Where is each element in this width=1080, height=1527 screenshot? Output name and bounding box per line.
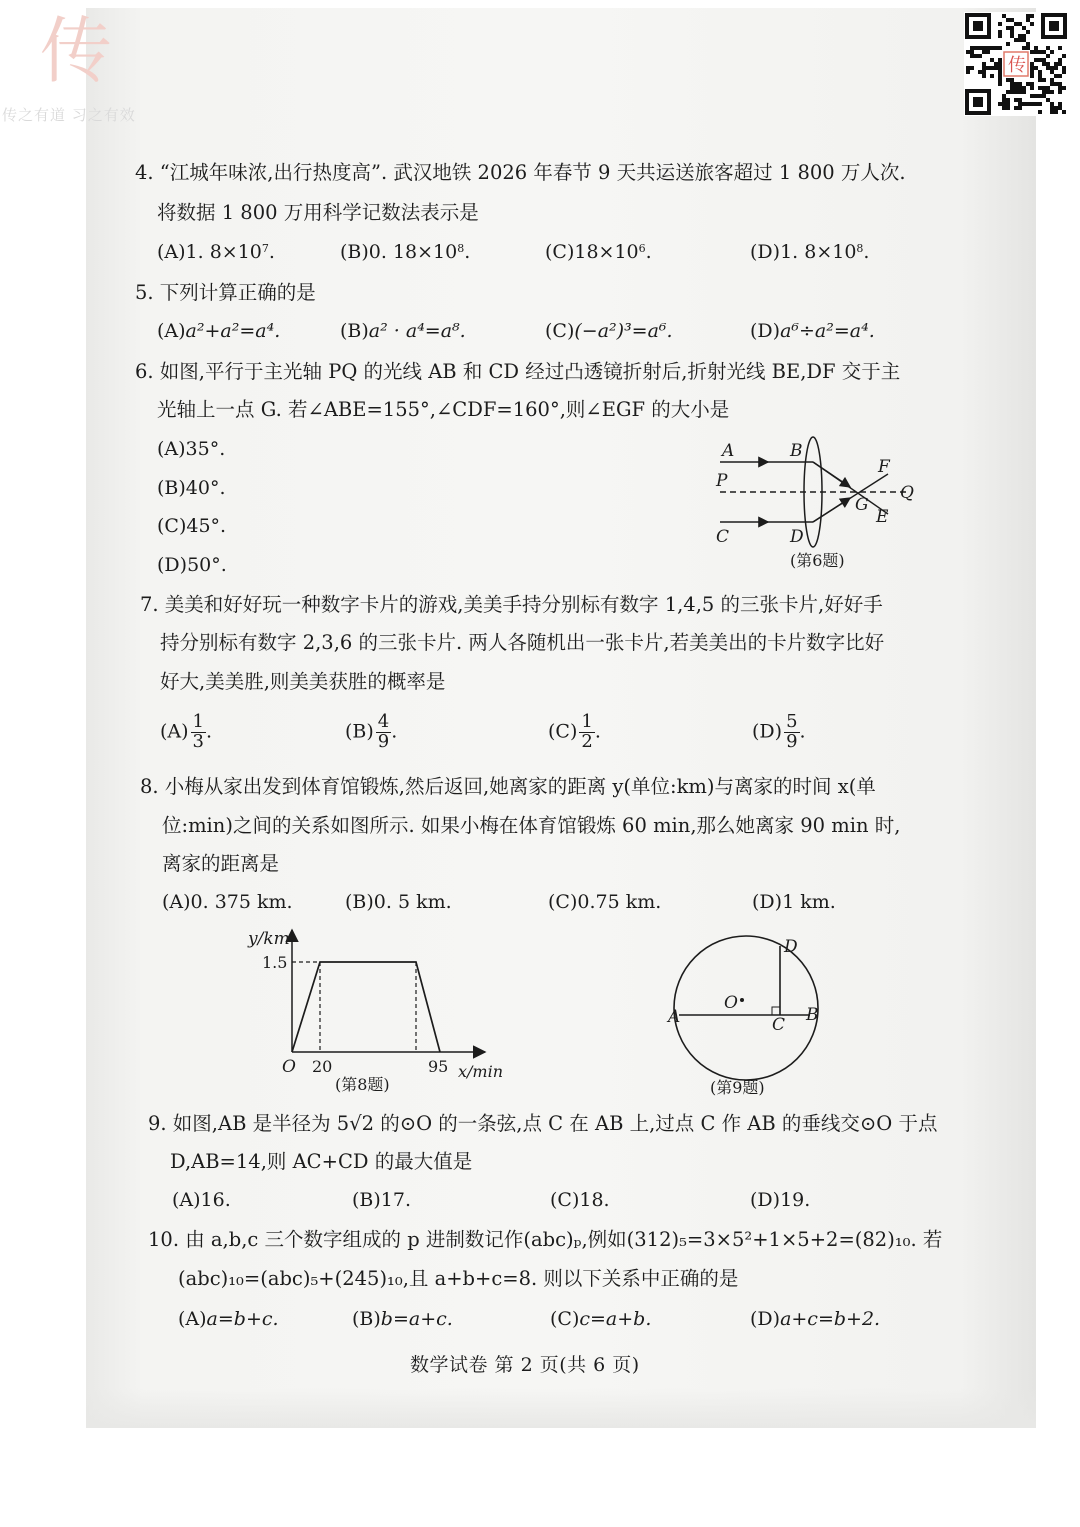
q9-option-c[interactable]: (C)18. [550, 1189, 610, 1211]
qr-code[interactable] [964, 12, 1068, 116]
watermark-glyph: 传 [40, 9, 113, 88]
q6-option-a[interactable]: (A)35°. [157, 438, 226, 460]
q10-option-d[interactable]: (D)a+c=b+2. [750, 1308, 881, 1330]
q9-option-a[interactable]: (A)16. [172, 1189, 231, 1211]
distance-curve [292, 962, 440, 1052]
q8-option-b[interactable]: (B)0. 5 km. [345, 891, 452, 913]
label-c: C [716, 527, 730, 547]
q4-option-b[interactable]: (B)0. $18\times 10^8$. [340, 241, 471, 263]
q5-option-b[interactable]: (B)a² · a⁴=a⁸. [340, 320, 466, 342]
label-o: O [724, 993, 738, 1013]
q9-circle-figure [660, 930, 860, 1102]
q7-option-a[interactable]: (A) $\frac{1}{3}$ . [160, 711, 213, 752]
label-a: A [722, 441, 735, 461]
q10-option-b[interactable]: (B)b=a+c. [352, 1308, 453, 1330]
q8-option-c[interactable]: (C)0.75 km. [548, 891, 662, 913]
q4-stem-line2: 将数据 1 800 万用科学记数法表示是 [157, 201, 479, 224]
q10-option-a[interactable]: (A)a=b+c. [178, 1308, 279, 1330]
label-b: B [806, 1005, 819, 1025]
q10-stem-line1: 10. 由 a,b,c 三个数字组成的 p 进制数记作(abc)ₚ,例如(312)₅=3×5²+1×5+2=(82)₁₀. 若 [148, 1228, 943, 1251]
origin-label: O [282, 1057, 296, 1077]
watermark-slogan: 传之有道 习之有效 [2, 106, 136, 124]
q6-lens-figure [700, 432, 930, 577]
q4-option-a[interactable]: (A)1. $8\times 10^7$. [157, 241, 275, 263]
q6-option-c[interactable]: (C)45°. [157, 515, 227, 537]
q8-option-d[interactable]: (D)1 km. [752, 891, 836, 913]
q4-option-d[interactable]: (D)1. $8\times 10^8$. [750, 241, 870, 263]
watermark-logo [40, 8, 130, 88]
q4-stem-line1: 4. “江城年味浓,出行热度高”. 武汉地铁 2026 年春节 9 天共运送旅客超过 1 800 万人次. [135, 161, 906, 184]
label-p: P [716, 471, 728, 491]
q6-option-b[interactable]: (B)40°. [157, 477, 226, 499]
q7-option-b[interactable]: (B) $\frac{4}{9}$ . [345, 711, 398, 752]
q9-stem-line1: 9. 如图,AB 是半径为 5√2 的⊙O 的一条弦,点 C 在 AB 上,过点 C 作 AB 的垂线交⊙O 于点 [148, 1112, 938, 1135]
label-q: Q [900, 483, 914, 503]
q8-option-a[interactable]: (A)0. 375 km. [162, 891, 293, 913]
q8-caption: (第8题) [335, 1075, 390, 1094]
y-tick-1-5: 1.5 [262, 953, 288, 972]
label-d: D [784, 937, 798, 957]
q9-caption: (第9题) [710, 1078, 765, 1097]
q5-option-c[interactable]: (C)(−a²)³=a⁶. [545, 320, 673, 342]
x-tick-95: 95 [428, 1057, 449, 1076]
label-e: E [876, 507, 889, 527]
q5-stem: 5. 下列计算正确的是 [135, 281, 316, 304]
qr-logo-glyph: 传 [1008, 55, 1026, 76]
q6-option-d[interactable]: (D)50°. [157, 554, 227, 576]
q8-stem-line2: 位:min)之间的关系如图所示. 如果小梅在体育馆锻炼 60 min,那么她离家 90 min 时, [162, 814, 901, 837]
q10-stem-line2: (abc)₁₀=(abc)₅+(245)₁₀,且 a+b+c=8. 则以下关系中正确的是 [178, 1267, 739, 1290]
label-a: A [668, 1007, 681, 1027]
q6-caption: (第6题) [790, 551, 845, 570]
q7-option-d[interactable]: (D) $\frac{5}{9}$ . [752, 711, 806, 752]
q7-stem-line3: 好大,美美胜,则美美获胜的概率是 [160, 670, 446, 693]
q6-stem-line1: 6. 如图,平行于主光轴 PQ 的光线 AB 和 CD 经过凸透镜折射后,折射光线 BE,DF 交于主 [135, 360, 901, 383]
q5-option-a[interactable]: (A)a²+a²=a⁴. [157, 320, 281, 342]
q8-distance-time-graph [240, 922, 520, 1100]
q8-stem-line3: 离家的距离是 [162, 852, 280, 875]
circle-o [674, 936, 818, 1080]
q7-stem-line2: 持分别标有数字 2,3,6 的三张卡片. 两人各随机出一张卡片,若美美出的卡片数字比好 [160, 631, 885, 654]
q9-stem-line2: D,AB=14,则 AC+CD 的最大值是 [170, 1150, 473, 1173]
x-tick-20: 20 [312, 1057, 333, 1076]
y-axis-label: y/km [248, 929, 290, 949]
q5-option-d[interactable]: (D)a⁶÷a²=a⁴. [750, 320, 875, 342]
q9-option-b[interactable]: (B)17. [352, 1189, 412, 1211]
q9-option-d[interactable]: (D)19. [750, 1189, 811, 1211]
page-footer: 数学试卷 第 2 页(共 6 页) [410, 1354, 640, 1376]
label-b: B [790, 441, 803, 461]
q4-option-c[interactable]: $(C)18\times 10^6$. [545, 241, 652, 263]
q7-stem-line1: 7. 美美和好好玩一种数字卡片的游戏,美美手持分别标有数字 1,4,5 的三张卡片,好好手 [140, 593, 883, 616]
label-g: G [855, 495, 869, 515]
q10-option-c[interactable]: (C)c=a+b. [550, 1308, 652, 1330]
q8-stem-line1: 8. 小梅从家出发到体育馆锻炼,然后返回,她离家的距离 y(单位:km)与离家的时间 x(单 [140, 775, 876, 798]
label-d: D [790, 527, 804, 547]
label-c: C [772, 1015, 786, 1035]
x-axis-label: x/min [458, 1062, 504, 1081]
q6-stem-line2: 光轴上一点 G. 若∠ABE=155°,∠CDF=160°,则∠EGF 的大小是 [157, 398, 730, 421]
label-f: F [878, 457, 890, 477]
q7-option-c[interactable]: (C) $\frac{1}{2}$ . [548, 711, 601, 752]
